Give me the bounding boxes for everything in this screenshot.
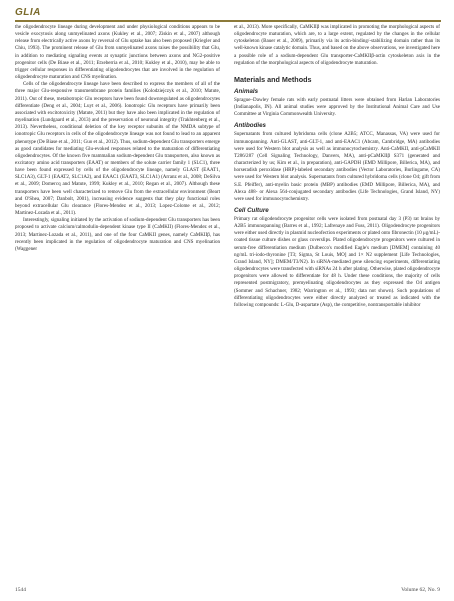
- paragraph: et al., 2013). More specifically, CaMKIIβ was implicated in promoting the morphological aspects of oligodendrocyte maturation, which are, to a large extent, regulated by the changes in the cellular cytoskeleton (Bauer et al., 2009), primarily via its actin-binding/-stabilizing domain rather than its well-known kinase catalytic domain. Thus, and based on the above observations, we investigated here a possible role of a sodium-dependent Glu transporter-CaMKIIβ-actin cytoskeleton axis in the regulation of the morphological aspects of oligodendrocyte maturation.: [234, 24, 440, 66]
- paragraph: Cells of the oligodendrocyte lineage have been described to express the members of all of the three major Glu-responsive transmembrane protein families (Kolodziejczyk et al., 2010; Matute, 2011). Out of these, metabotropic Glu receptors have been found downregulated as oligodendrocytes differentiate (Deng et al., 2004; Luyt et al., 2006). Ionotropic Glu receptors have primarily been associated with excitotoxicity (Matute, 2011) but they have also been implicated in the regulation of myelination (Lundgaard et al., 2013) and the preservation of neuronal integrity (Trakhtenberg et al., 2013). Nevertheless, conditional deletion of the key receptor subunits of the NMDA subtype of ionotropic Glu receptors in cells of the oligodendrocyte lineage was not found to lead to an apparent phenotype (De Biase et al., 2011; Guo et al., 2012). Thus, sodium-dependent Glu transporters emerge as good candidates for mediating Glu-evoked responses related to the maturation of differentiating oligodendrocytes. Of the known five mammalian sodium-dependent Glu transporters, also known as excitatory amino acid transporters (EAAT) or members of the solute carrier family 1 (SLC1), three have been found expressed by cells of the oligodendrocyte lineage, namely GLAST (EAAT1, SLC1A3), GLT-1 (EAAT2, SLC1A2), and EAAC1 (EAAT3, SLC1A1) (Arranz et al., 2008; DeSilva et al., 2009; Domercq and Matute, 1999; Kukley et al., 2010; Regan et al., 2007). Although these transporters have been well characterized to remove Glu from the extracellular environment (Beart and O'Shea, 2007; Danbolt, 2001), increasing evidence suggests that they play functional roles beyond extracellular Glu clearance (Flores-Mendez et al., 2013; Lopez-Colome et al., 2012; Martinez-Lozada et al., 2011).: [15, 81, 220, 217]
- paragraph: Primary rat oligodendrocyte progenitor cells were isolated from postnatal day 3 (P3) rat brains by A2B5 immunopanning (Barres et al., 1992; Lafrenaye and Fuss, 2011). Oligodendrocyte progenitors were either used directly in plasmid nucleofection experiments or plated onto fibronectin (10 μg/mL)-coated tissue culture dishes or glass coverslips. Plated oligodendrocyte progenitors were cultured in serum-free differentiation medium (Dulbecco's modified Eagle's medium [DMEM] containing 40 ng/mL tri-iodo-thyronine [T3; Sigma, St Louis, MO] and 1× N2 supplement [Life Technologies, Grand Island, NY]; DMEM/T3/N2). In siRNA-mediated gene silencing experiments, differentiating oligodendrocytes were transfected with siRNAs 24 h after plating. Otherwise, plated oligodendrocyte progenitors were allowed to differentiate for 48 h. Under these conditions, the majority of cells represented postmigratory, premyelinating oligodendrocytes as they expressed the O4 antigen (Sommer and Schachner, 1982; Warrington et al., 1993; data not shown). Such populations of differentiating oligodendrocytes were either directly analyzed or treated as indicated with the following compounds: L-Glu, D-aspartate (Asp), the competitive, nontransportable inhibitor: [234, 215, 440, 308]
- header-rule: [15, 20, 441, 22]
- right-column: [234, 24, 440, 309]
- subsection-heading: Cell Culture: [234, 206, 269, 214]
- paragraph: Interestingly, signaling initiated by the activation of sodium-dependent Glu transporters has been proposed to activate calcium/calmodulin-dependent kinase type II (CaMKII) (Flores-Mendez et al., 2013; Martinez-Lozada et al., 2011), and one of the four CaMKII genes, namely CaMKIIβ, has recently been implicated in the regulation of oligodendrocyte maturation and CNS myelination (Waggener: [15, 217, 220, 252]
- left-column: [15, 24, 220, 253]
- page-number: 1544: [15, 587, 26, 593]
- subsection-heading: Antibodies: [234, 122, 266, 130]
- subsection-heading: Animals: [234, 87, 259, 95]
- paragraph: Sprague–Dawley female rats with early postnatal litters were obtained from Harlan Laboratories (Indianapolis, IN). All animal studies were approved by the Institutional Animal Care and Use Committee at Virginia Commonwealth University.: [234, 96, 440, 118]
- volume-info: Volume 62, No. 9: [401, 587, 440, 593]
- journal-title: GLIA: [15, 7, 41, 18]
- paragraph: Supernatants from cultured hybridoma cells (clone A2B5; ATCC, Manassas, VA) were used for immunopanning. Anti-GLAST, anti-GLT-1, and anti-EAAC1 (Abcam, Cambridge, MA) antibodies were used for Western blot analysis as well as immunocytochemistry. Anti-CaMKII, anti-pCaMKII T286/287 (Cell Signaling Technology, Danvers, MA), anti-pCaMKIIβ S371 (generated and characterized by us; Kim et al., in preparation), anti-GAPDH (EMD Millipore, Billerica, MA), and horseradish peroxidase (HRP)-labeled secondary antibodies (Vector Laboratories, Burlingame, CA) were used for Western blot analysis. Supernatants from cultured hybridoma cells (clone O4; gift from S.E. Pfeiffer), anti-myelin basic protein (MBP) antibodies (EMD Millipore, Billerica, MA), and Alexa 488- or Alexa 564-conjugated secondary antibodies (Life Technologies, Grand Island, NY) were used for immunocytochemistry.: [234, 131, 440, 202]
- section-heading: Materials and Methods: [234, 74, 312, 84]
- paragraph: the oligodendrocyte lineage during development and under physiological conditions appears to be vesicle exocytosis along unmyelinated axons (Kukley et al., 2007; Ziskin et al., 2007) although release from electrically active axons by reversal of Glu uptake has also been proposed (Kriegler and Chiu, 1993). The prominent release of Glu from unmyelinated axons raises the possibility that Glu, in addition to mediating signaling events at synaptic junctions between axons and NG2-positive progenitor cells (De Biase et al., 2011; Etxeberria et al., 2010; Kukley et al., 2010), may be able to trigger cellular responses in differentiating oligodendrocytes that are involved in the regulation of oligodendrocyte maturation and CNS myelination.: [15, 24, 220, 81]
